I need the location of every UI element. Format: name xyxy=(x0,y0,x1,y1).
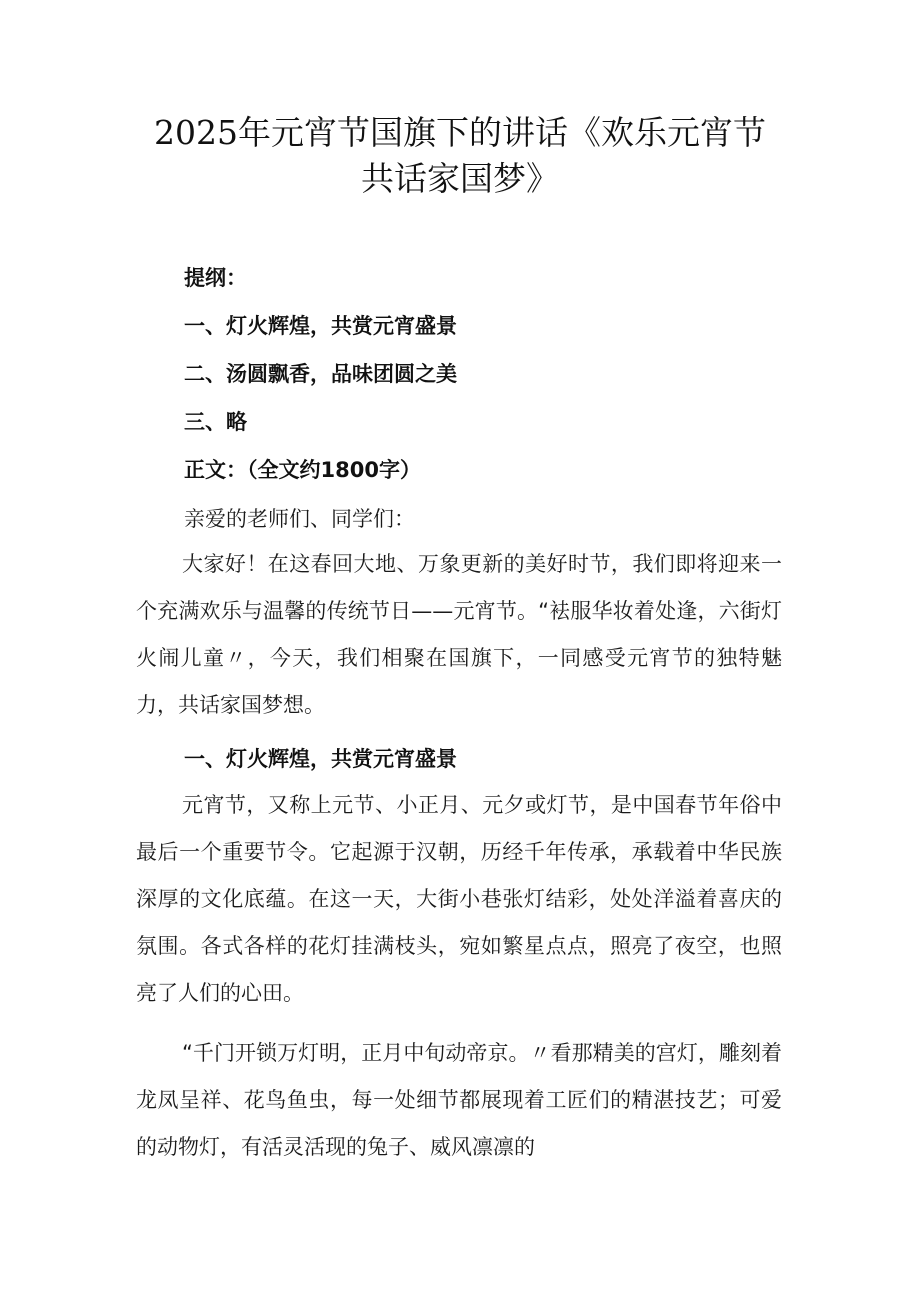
document-title xyxy=(120,110,800,202)
outline-label: 提纲： xyxy=(184,266,247,290)
greeting: 亲爱的老师们、同学们： xyxy=(184,507,415,531)
paragraph-lantern-poem: “千门开锁万灯明，正月中旬动帝京。〃看那精美的宫灯，雕刻着龙凤呈祥、花鸟鱼虫，每一处细节都展现着工匠们的精湛技艺；可爱的动物灯，有活灵活现的兔子、威风凛凛的 xyxy=(136,1041,782,1159)
paragraph-lantern-history: 元宵节，又称上元节、小正月、元夕或灯节，是中国春节年俗中最后一个重要节令。它起源于汉朝，历经千年传承，承载着中华民族深厚的文化底蕴。在这一天，大街小巷张灯结彩，处处洋溢着喜庆的氛围。各式各样的花灯挂满枝头，宛如繁星点点，照亮了夜空，也照亮了人们的心田。 xyxy=(136,793,782,1005)
title-line-2: 共话家国梦》 xyxy=(361,159,559,198)
outline-item-1: 一、灯火辉煌，共赏元宵盛景 xyxy=(184,314,457,338)
paragraph-intro: 大家好！在这春回大地、万象更新的美好时节，我们即将迎来一个充满欢乐与温馨的传统节日——元宵节。“袪服华妆着处逢，六街灯火闹儿童〃，今天，我们相聚在国旗下，一同感受元宵节的独特魅力，共话家国梦想。 xyxy=(136,552,782,717)
title-line-1: 2025年元宵节国旗下的讲话《欢乐元宵节 xyxy=(154,113,766,152)
outline-item-3: 三、略 xyxy=(184,410,247,434)
outline-item-2: 二、汤圆飘香，品味团圆之美 xyxy=(184,362,457,386)
section-1-heading: 一、灯火辉煌，共赏元宵盛景 xyxy=(184,747,457,771)
body-label: 正文：（全文约1800字） xyxy=(184,458,421,482)
